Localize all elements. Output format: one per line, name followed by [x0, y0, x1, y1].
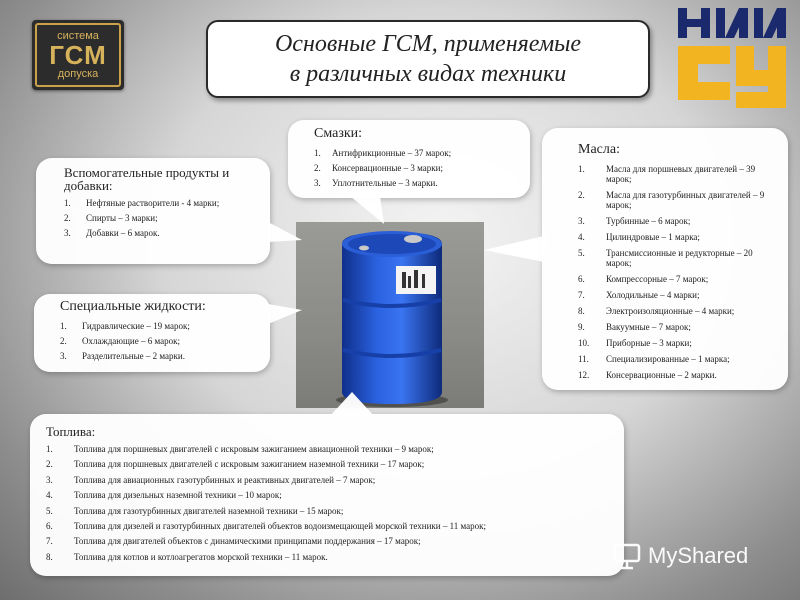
list-item — [314, 161, 520, 176]
item-number: 8. — [578, 306, 585, 316]
item-text: Топлива для дизелей и газотурбинных двигателей объектов водоизмещающей морской техники – 11 марок; — [74, 521, 487, 532]
item-number: 2. — [578, 190, 585, 200]
gsm-logo-line2: ГСМ — [49, 40, 107, 70]
auxiliary-list — [64, 198, 260, 239]
item-number: 1. — [314, 148, 321, 158]
item-number: 1. — [578, 164, 585, 174]
item-text: Масла для поршневых двигателей – 39 марок; — [606, 164, 756, 184]
list-item — [578, 354, 778, 364]
item-text: Топлива для дизельных наземной техники – 10 марок; — [74, 490, 282, 501]
item-text: Нефтяные растворители - 4 марки; — [86, 198, 220, 208]
item-number: 10. — [578, 338, 590, 348]
oils-heading: Масла: — [578, 142, 620, 157]
lubricants-list — [314, 146, 520, 191]
item-text: Вакуумные – 7 марок; — [606, 322, 691, 332]
item-text: Масла для газотурбинных двигателей – 9 марок; — [606, 190, 765, 210]
list-item — [64, 228, 260, 239]
list-item — [314, 176, 520, 191]
list-item — [46, 488, 614, 503]
item-text: Специализированные – 1 марка; — [606, 354, 730, 364]
item-text: Разделительные – 2 марки. — [82, 351, 185, 361]
special-fluids-callout — [34, 294, 270, 372]
list-item — [578, 190, 778, 210]
item-text: Гидравлические – 19 марок; — [82, 321, 190, 331]
item-text: Приборные – 3 марки; — [606, 338, 692, 348]
item-number: 11. — [578, 354, 589, 364]
auxiliary-callout — [36, 158, 270, 264]
lubricants-callout — [288, 120, 530, 198]
list-item — [46, 457, 614, 472]
oils-list — [578, 164, 778, 380]
item-number: 7. — [46, 536, 53, 547]
item-number: 2. — [46, 459, 53, 470]
special-fluids-heading: Специальные жидкости: — [60, 299, 206, 314]
item-text: Топлива для газотурбинных двигателей наземной техники – 15 марок; — [74, 505, 344, 516]
list-item — [578, 306, 778, 316]
item-number: 7. — [578, 290, 585, 300]
item-number: 1. — [64, 198, 71, 208]
item-text: Компрессорные – 7 марок; — [606, 274, 709, 284]
list-item — [578, 290, 778, 300]
list-item — [46, 550, 614, 565]
item-number: 1. — [46, 444, 53, 454]
auxiliary-callout-tail — [268, 222, 304, 246]
list-item — [578, 274, 778, 284]
item-text: Добавки – 6 марок. — [86, 228, 160, 238]
gsm-logo — [32, 20, 124, 90]
item-text: Спирты – 3 марки; — [86, 213, 158, 223]
list-item — [46, 504, 614, 519]
nii-su-logo — [676, 6, 790, 112]
barrel-photo — [296, 222, 484, 408]
page-title — [206, 20, 650, 98]
presentation-icon — [612, 541, 642, 571]
fuels-heading: Топлива: — [46, 424, 96, 439]
lubricants-callout-tail — [350, 196, 386, 226]
item-text: Цилиндровые – 1 марка; — [606, 232, 700, 242]
list-item — [578, 216, 778, 226]
item-text: Трансмиссионные и редукторные – 20 марок; — [606, 248, 753, 268]
gsm-logo-line3: допуска — [57, 68, 99, 80]
item-text: Топлива для поршневых двигателей с искровым зажиганием авиационной техники – 9 марок; — [74, 444, 434, 454]
fuels-list — [46, 442, 614, 565]
watermark-text: MyShared — [648, 543, 749, 568]
special-fluids-callout-tail — [268, 304, 304, 328]
oils-callout-tail — [484, 236, 544, 266]
list-item — [46, 473, 614, 488]
title-line-2: в различных видах техники — [289, 61, 567, 87]
item-text: Холодильные – 4 марки; — [606, 290, 700, 300]
gsm-logo-line1: система — [57, 30, 99, 42]
list-item — [578, 322, 778, 332]
item-number: 3. — [578, 216, 585, 226]
item-number: 6. — [578, 274, 585, 284]
list-item — [578, 232, 778, 242]
item-number: 2. — [60, 336, 67, 346]
list-item — [60, 334, 260, 349]
list-item — [64, 198, 260, 209]
list-item — [578, 164, 778, 184]
list-item — [60, 319, 260, 334]
watermark — [612, 540, 748, 572]
item-text: Консервационные – 3 марки; — [332, 163, 443, 173]
special-fluids-list — [60, 319, 260, 364]
gsm-logo-frame — [35, 23, 121, 87]
item-text: Топлива для котлов и котлоагрегатов морской техники – 11 марок. — [74, 551, 328, 562]
item-text: Охлаждающие – 6 марок; — [82, 336, 180, 346]
list-item — [578, 338, 778, 348]
item-number: 4. — [46, 490, 53, 501]
item-number: 1. — [60, 321, 67, 331]
list-item — [46, 519, 614, 534]
item-number: 12. — [578, 370, 590, 380]
item-text: Антифрикционные – 37 марок; — [332, 148, 452, 158]
item-number: 5. — [46, 505, 53, 516]
item-number: 4. — [578, 232, 585, 242]
item-number: 2. — [314, 163, 321, 173]
item-number: 5. — [578, 248, 585, 258]
list-item — [578, 248, 778, 268]
fuels-callout-tail — [330, 392, 374, 416]
item-number: 3. — [46, 474, 53, 485]
item-number: 3. — [60, 351, 67, 361]
list-item — [46, 534, 614, 549]
item-text: Топлива для двигателей объектов с динамическими принципами поддержания – 17 марок; — [74, 536, 421, 547]
item-number: 3. — [314, 178, 321, 188]
item-text: Топлива для авиационных газотурбинных и реактивных двигателей – 7 марок; — [74, 474, 376, 485]
blue-barrel-image — [296, 222, 484, 408]
auxiliary-heading: Вспомогательные продукты и добавки: — [64, 165, 230, 193]
list-item — [578, 370, 778, 380]
list-item — [314, 146, 520, 161]
list-item — [60, 349, 260, 364]
title-line-1: Основные ГСМ, применяемые — [274, 31, 582, 57]
item-text: Топлива для поршневых двигателей с искровым зажиганием наземной техники – 17 марок; — [74, 459, 425, 470]
lubricants-heading: Смазки: — [314, 126, 363, 141]
list-item — [64, 213, 260, 224]
item-number: 9. — [578, 322, 585, 332]
item-number: 6. — [46, 521, 53, 532]
item-text: Уплотнительные – 3 марки. — [332, 178, 438, 188]
item-number: 2. — [64, 213, 71, 223]
list-item — [46, 442, 614, 457]
fuels-callout — [30, 414, 624, 576]
item-text: Консервационные – 2 марки. — [606, 370, 717, 380]
item-number: 8. — [46, 551, 53, 562]
oils-callout — [542, 128, 788, 390]
item-text: Электроизоляционные – 4 марки; — [606, 306, 735, 316]
item-text: Турбинные – 6 марок; — [606, 216, 691, 226]
item-number: 3. — [64, 228, 71, 238]
